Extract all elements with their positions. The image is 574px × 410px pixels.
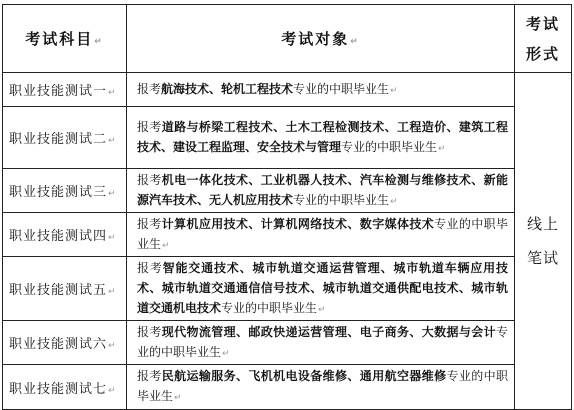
subject-cell: 职业技能测试一↵ (3, 73, 127, 107)
majors-text: 现代物流管理、邮政快递运营管理、电子商务、大数据与会计 (161, 324, 496, 339)
majors-text: 智能交通技术、城市轨道交通运营管理、城市轨道车辆应用技术、城市轨道交通通信信号技术、城市轨道交通供配电技术、城市轨道交通机电技术 (137, 260, 508, 315)
target-cell: 报考机电一体化技术、工业机器人技术、汽车检测与维修技术、新能源汽车技术、无人机应用技术专业的中职毕业生↵ (127, 169, 515, 213)
target-cell: 报考道路与桥梁工程技术、土木工程检测技术、工程造价、建筑工程技术、建设工程监理、安全技术与管理专业的中职毕业生↵ (127, 107, 515, 169)
paragraph-mark-icon: ↵ (108, 189, 117, 199)
paragraph-mark-icon: ↵ (438, 143, 446, 154)
subject-cell: 职业技能测试七↵ (3, 365, 127, 410)
header-subject: 考试科目↵ (3, 5, 127, 73)
paragraph-mark-icon: ↵ (108, 88, 117, 98)
paragraph-mark-icon: ↵ (222, 348, 230, 359)
paragraph-mark-icon: ↵ (94, 37, 104, 47)
paragraph-mark-icon: ↵ (108, 233, 117, 243)
table-row (3, 321, 572, 365)
majors-text: 航海技术、轮机工程技术 (161, 81, 294, 96)
paragraph-mark-icon: ↵ (390, 196, 398, 207)
subject-cell: 职业技能测试五↵ (3, 257, 127, 321)
exam-table (2, 4, 572, 410)
paragraph-mark-icon: ↵ (108, 136, 117, 146)
majors-text: 民航运输服务、飞机机电设备维修、通用航空器维修 (161, 369, 447, 383)
paragraph-mark-icon: ↵ (108, 385, 117, 396)
paragraph-mark-icon: ↵ (108, 341, 117, 351)
majors-text: 计算机应用技术、计算机网络技术、数字媒体技术 (161, 216, 435, 231)
table-row (3, 213, 572, 257)
target-cell: 报考现代物流管理、邮政快递运营管理、电子商务、大数据与会计专业的中职毕业生↵ (127, 321, 515, 365)
table-row (3, 257, 572, 321)
table-row (3, 107, 572, 169)
paragraph-mark-icon: ↵ (318, 304, 326, 315)
table-row (3, 365, 572, 410)
table-header-row (3, 5, 572, 73)
form-cell: 线上 笔试 (515, 73, 572, 410)
subject-cell: 职业技能测试三↵ (3, 169, 127, 213)
header-target: 考试对象↵ (127, 5, 515, 73)
majors-text: 道路与桥梁工程技术、土木工程检测技术、工程造价、建筑工程技术、建设工程监理、安全技术与管理 (137, 119, 508, 154)
target-cell: 报考航海技术、轮机工程技术专业的中职毕业生↵ (127, 73, 515, 107)
table-row (3, 169, 572, 213)
paragraph-mark-icon: ↵ (174, 393, 182, 403)
paragraph-mark-icon: ↵ (108, 287, 117, 297)
header-form: 考试 形式 (515, 5, 572, 73)
target-cell: 报考智能交通技术、城市轨道交通运营管理、城市轨道车辆应用技术、城市轨道交通通信信号技术、城市轨道交通供配电技术、城市轨道交通机电技术专业的中职毕业生↵ (127, 257, 515, 321)
majors-text: 机电一体化技术、工业机器人技术、汽车检测与维修技术、新能源汽车技术、无人机应用技术 (137, 172, 508, 207)
target-cell: 报考计算机应用技术、计算机网络技术、数字媒体技术专业的中职毕业生↵ (127, 213, 515, 257)
target-cell: 报考民航运输服务、飞机机电设备维修、通用航空器维修专业的中职毕业生↵ (127, 365, 515, 410)
subject-cell: 职业技能测试二↵ (3, 107, 127, 169)
paragraph-mark-icon: ↵ (390, 85, 398, 96)
paragraph-mark-icon: ↵ (350, 37, 360, 47)
subject-cell: 职业技能测试四↵ (3, 213, 127, 257)
subject-cell: 职业技能测试六↵ (3, 321, 127, 365)
paragraph-mark-icon: ↵ (162, 240, 170, 251)
table-row (3, 73, 572, 107)
